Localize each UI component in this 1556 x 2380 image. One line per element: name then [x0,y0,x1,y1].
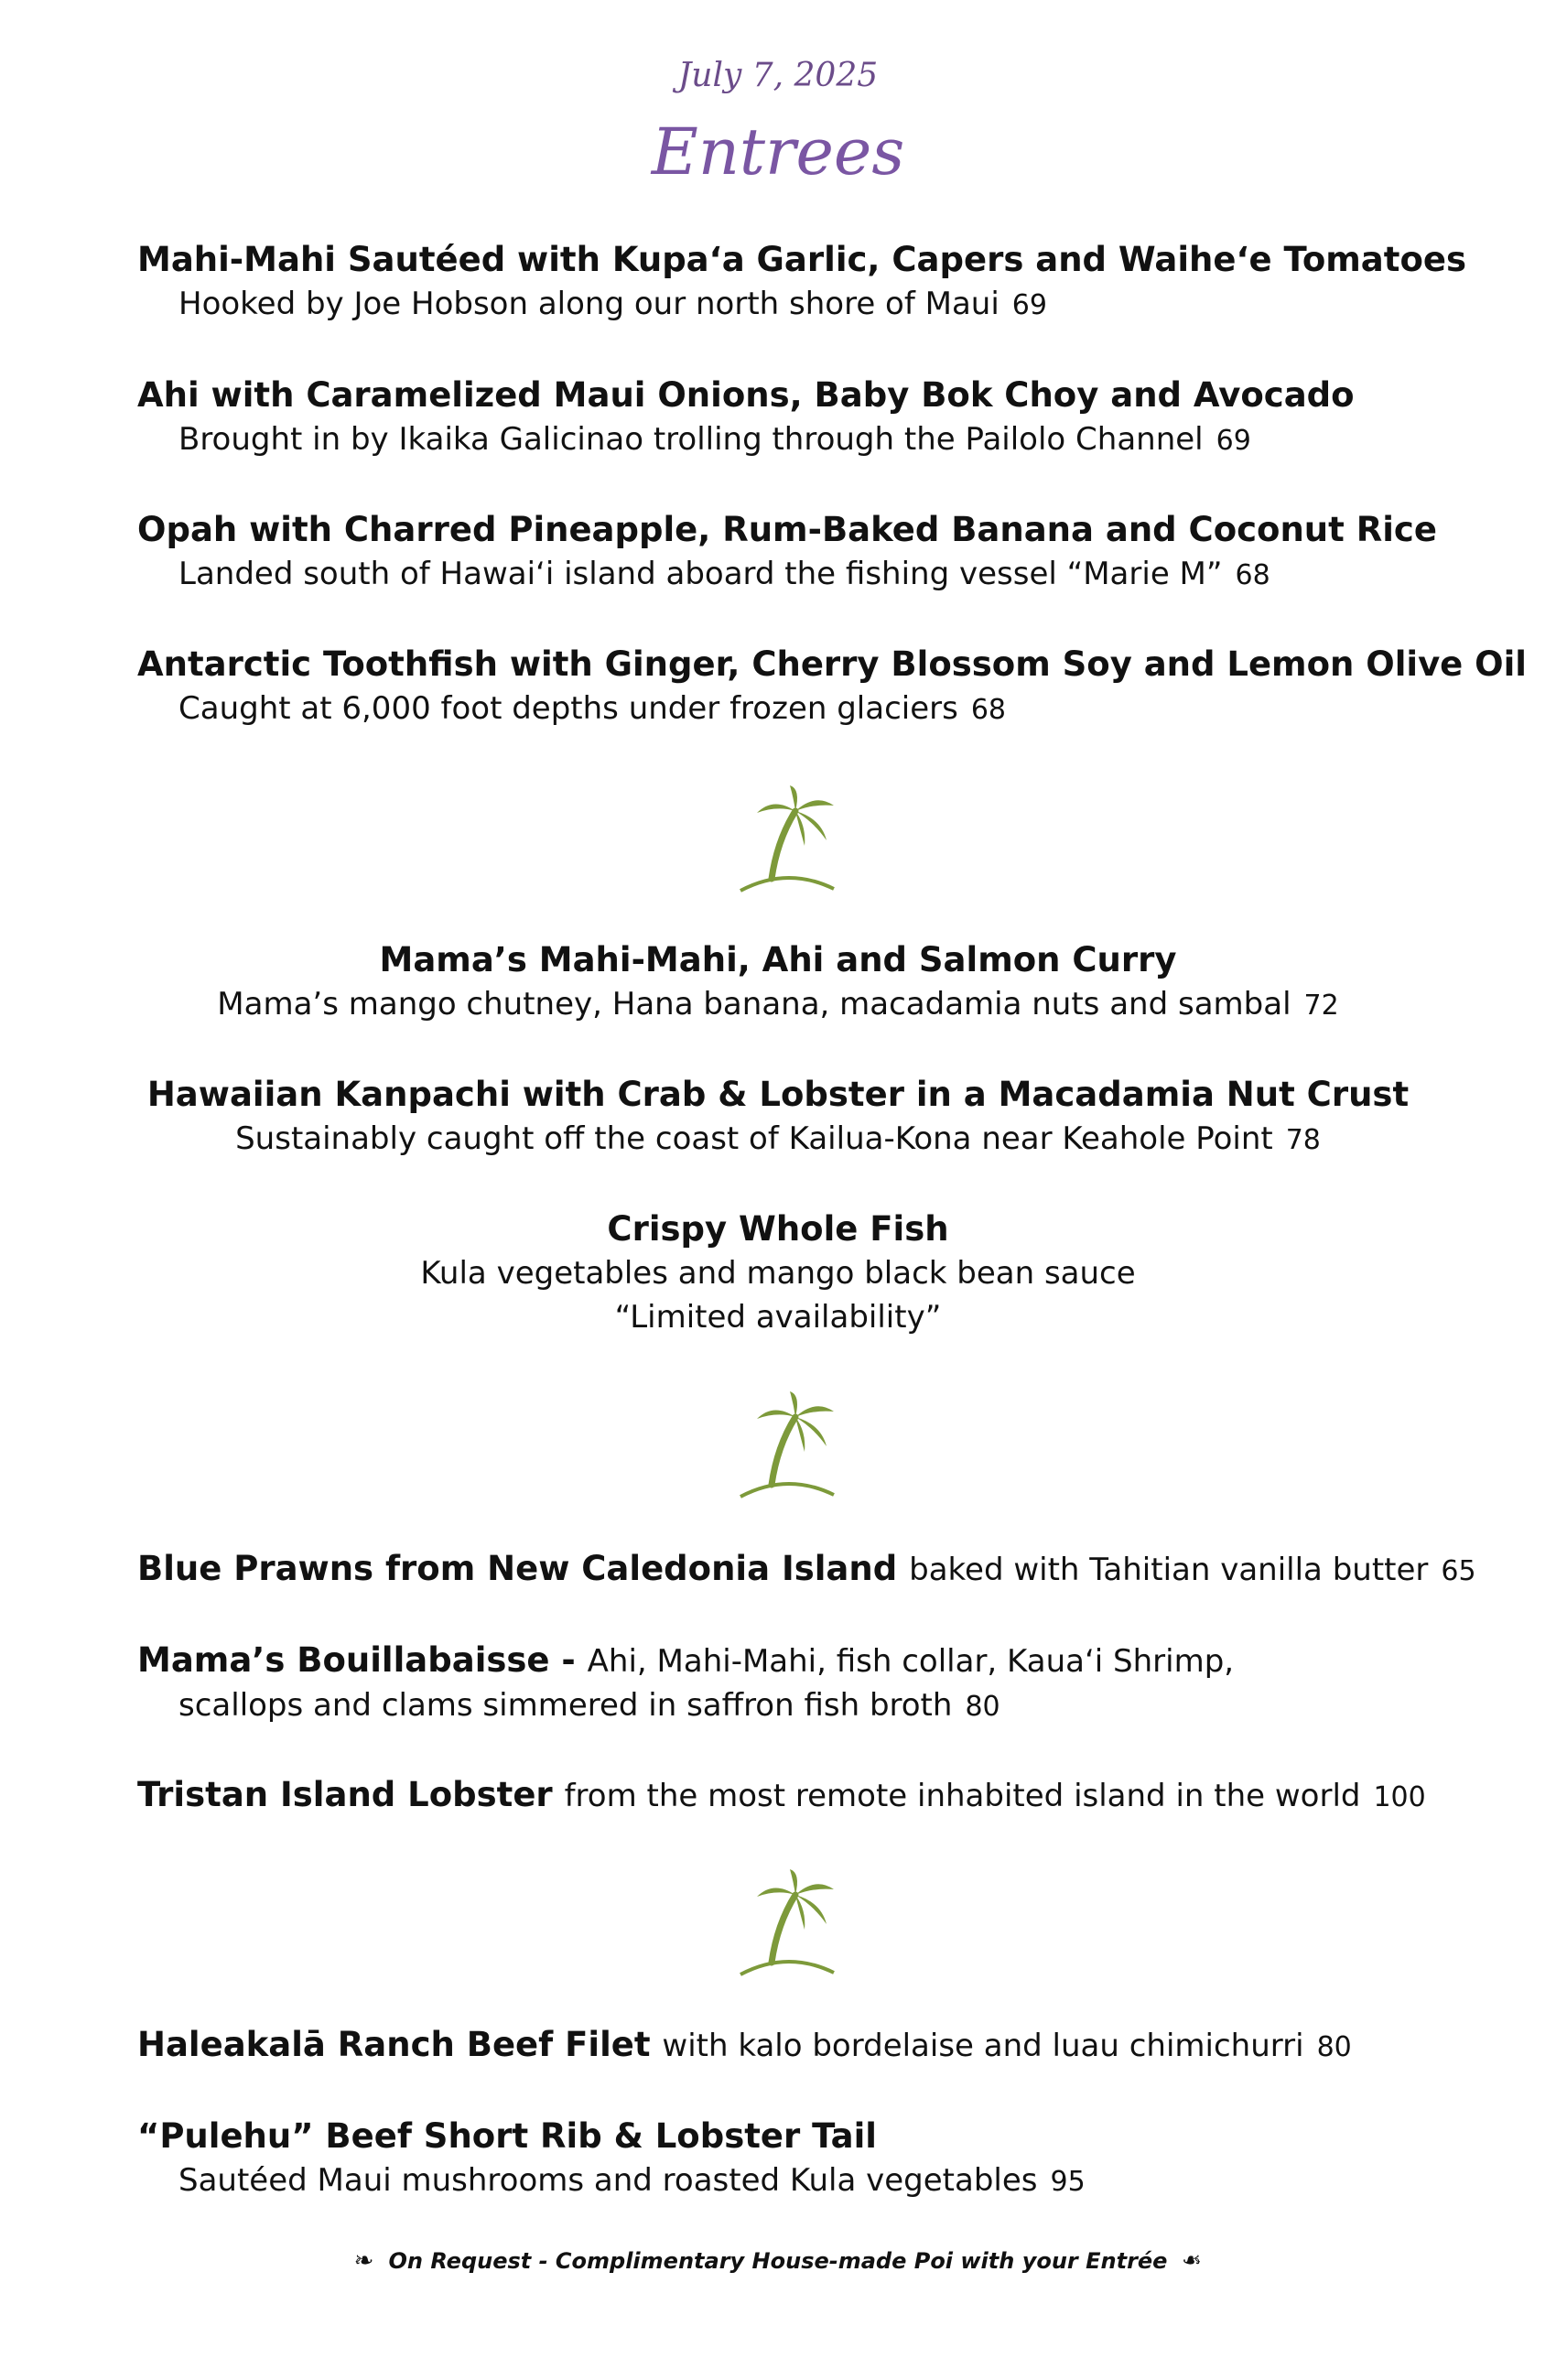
palm-tree-icon [737,1869,837,1979]
item-price: 78 [1285,1124,1321,1156]
item-line [137,1639,1464,1683]
item-price: 80 [1316,2031,1352,2063]
item-price: 69 [1011,289,1047,321]
item-name: Antarctic Toothfish with Ginger, Cherry Blossom Soy and Lemon Olive Oil [137,644,1527,684]
item-price: 100 [1373,1781,1426,1813]
item-price: 65 [1441,1555,1476,1587]
page-title: Entrees [651,114,905,189]
item-name: Tristan Island Lobster [137,1775,553,1814]
item-name: Haleakalā Ranch Beef Filet [137,2025,651,2064]
flourish-icon-left: ❧ [353,2247,374,2275]
item-name: Blue Prawns from New Caledonia Island [137,1549,898,1588]
item-description: Brought in by Ikaika Galicinao trolling through the Pailolo Channel 69 [178,421,1251,458]
item-price: 68 [1235,559,1270,591]
item-description-continued: scallops and clams simmered in saffron fish broth 80 [178,1687,1000,1724]
palm-tree-icon [737,785,837,895]
item-name: Crispy Whole Fish [607,1209,949,1249]
item-line [137,1547,1476,1594]
item-name: Mahi-Mahi Sautéed with Kupaʻa Garlic, Capers and Waiheʻe Tomatoes [137,240,1466,279]
item-description: Kula vegetables and mango black bean sauce [420,1255,1136,1292]
item-name: Mama’s Mahi-Mahi, Ahi and Salmon Curry [379,940,1177,979]
item-name: Hawaiian Kanpachi with Crab & Lobster in a Macadamia Nut Crust [146,1075,1410,1114]
item-description: Landed south of Hawaiʻi island aboard the fishing vessel “Marie M” 68 [178,556,1270,592]
item-description: Mama’s mango chutney, Hana banana, macadamia nuts and sambal 72 [217,986,1339,1022]
menu-item-ahi [137,373,1464,463]
item-description: baked with Tahitian vanilla butter [909,1552,1429,1588]
item-note: “Limited availability” [614,1299,942,1336]
menu-item-toothfish [137,643,1527,732]
menu-item-tristan-lobster [137,1773,1464,1820]
item-description: Sautéed Maui mushrooms and roasted Kula vegetables 95 [178,2162,1086,2199]
item-price: 68 [970,694,1007,726]
item-description: Hooked by Joe Hobson along our north shore of Maui 69 [178,286,1047,322]
item-price: 69 [1216,425,1251,457]
menu-item-whole-fish [0,1207,1556,1339]
item-price: 80 [965,1691,1000,1723]
item-description: from the most remote inhabited island in the world [564,1778,1361,1814]
item-name: Mama’s Bouillabaisse - [137,1640,576,1680]
menu-date: July 7, 2025 [677,57,879,94]
menu-item-opah [137,508,1464,598]
menu-item-mahi-mahi [137,238,1464,328]
item-description: with kalo bordelaise and luau chimichurri [662,2028,1304,2064]
menu-item-curry [0,938,1556,1028]
item-description: Ahi, Mahi-Mahi, fish collar, Kauaʻi Shrimp, [587,1643,1235,1680]
menu-item-beef-filet [137,2023,1464,2070]
flourish-icon-right: ❧ [1182,2247,1203,2275]
menu-item-short-rib [137,2115,1464,2204]
item-description: Sustainably caught off the coast of Kailua-Kona near Keahole Point 78 [235,1120,1321,1157]
item-description: Caught at 6,000 foot depths under frozen glaciers 68 [178,690,1007,727]
item-price: 95 [1050,2166,1086,2198]
item-name: “Pulehu” Beef Short Rib & Lobster Tail [137,2116,877,2156]
item-price: 72 [1303,990,1339,1022]
menu-item-blue-prawns [137,1547,1476,1594]
palm-tree-icon [737,1391,837,1501]
footer-note [0,2247,1556,2275]
item-line [137,2023,1464,2070]
item-name: Opah with Charred Pineapple, Rum-Baked Banana and Coconut Rice [137,510,1437,549]
menu-item-kanpachi [0,1073,1556,1163]
item-name: Ahi with Caramelized Maui Onions, Baby Bok Choy and Avocado [137,375,1355,415]
item-line [137,1773,1464,1820]
footer-text: On Request - Complimentary House-made Poi with your Entrée [388,2248,1168,2274]
menu-item-bouillabaisse [137,1639,1464,1729]
